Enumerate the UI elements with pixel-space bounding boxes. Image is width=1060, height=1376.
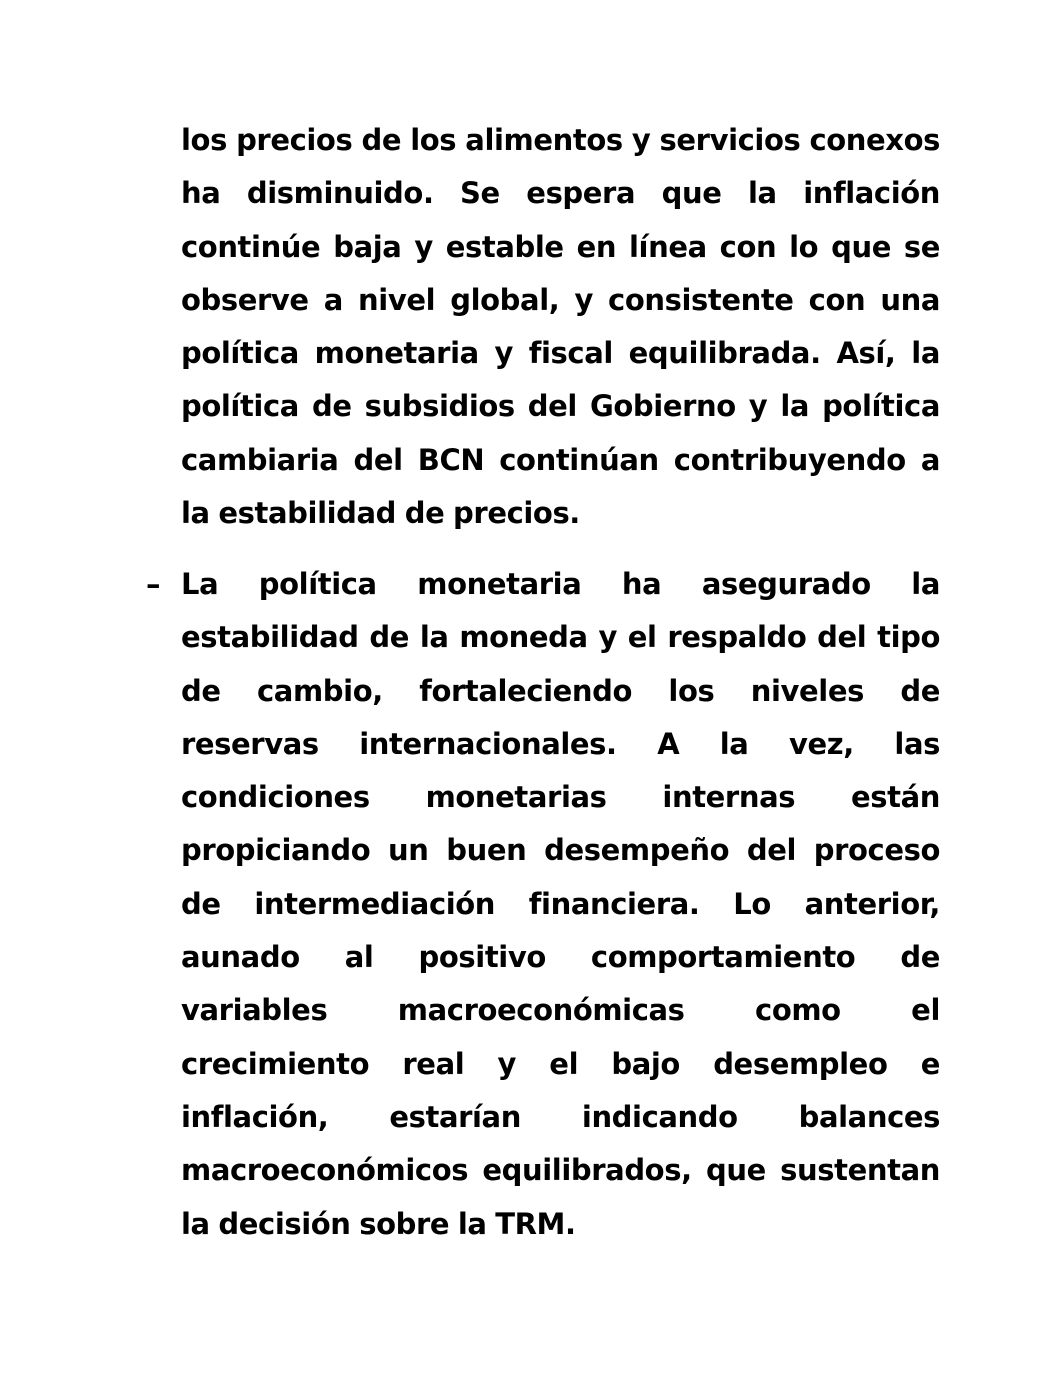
paragraph-inflation-continuation: los precios de los alimentos y servicios conexos ha disminuido. Se espera que la inflación continúe baja y estable en línea con lo que se observe a nivel global, y consistente con una política monetaria y fiscal equilibrada. Así, la política de subsidios del Gobierno y la política cambiaria del BCN continúan contribuyendo a la estabilidad de precios.: [181, 123, 940, 531]
list-item-monetary-policy: La política monetaria ha asegurado la estabilidad de la moneda y el respaldo del tipo de cambio, fortaleciendo los niveles de reservas internacionales. A la vez, las condiciones monetarias internas están propiciando un buen desempeño del proceso de intermediación financiera. Lo anterior, aunado al positivo comportamiento de variables macroeconómicas como el crecimiento real y el bajo desempleo e inflación, estarían indicando balances macroeconómicos equilibrados, que sustentan la decisión sobre la TRM.: [181, 567, 940, 1241]
list-bullet-dash: –: [146, 567, 161, 601]
